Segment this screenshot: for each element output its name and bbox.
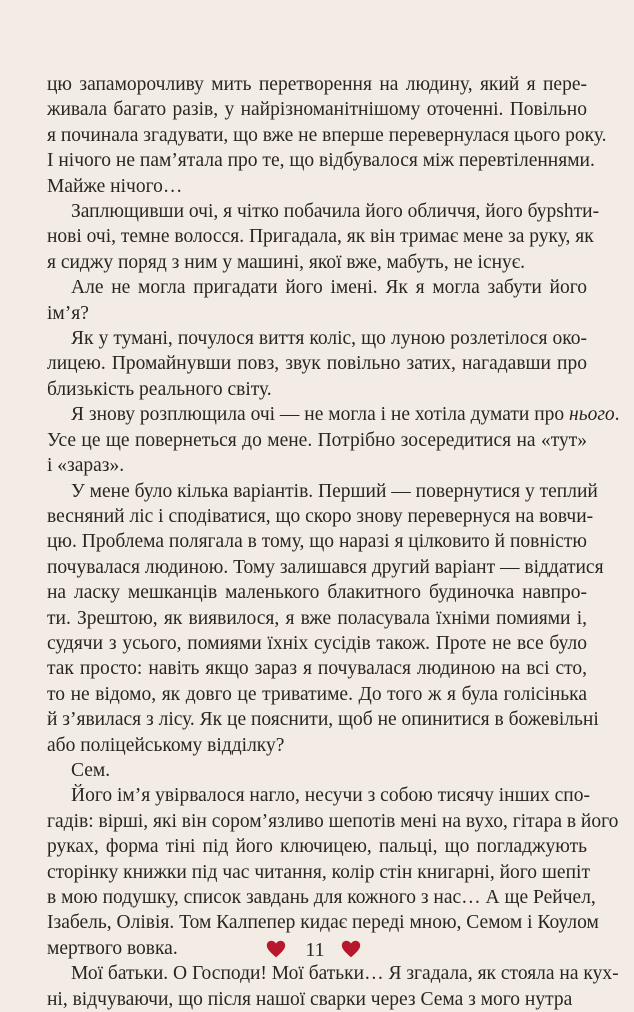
text-line: руках, форма тіні під його ключицею, пальці, що погладжують <box>47 836 587 858</box>
text-line: гадів: вірші, які він сором’язливо шепотів мені на вухо, гітара в його <box>47 810 619 832</box>
text-line: Але не могла пригадати його імені. Як я могла забути його <box>71 277 587 299</box>
text-line: лицею. Промайнувши повз, звук повільно затих, нагадавши про <box>47 353 587 375</box>
text-line: ім’я? <box>47 302 89 324</box>
text-line: сторінку книжки під час читання, колір стін книгарні, його шепіт <box>47 861 590 883</box>
text-line: мертвого вовка. <box>47 937 178 959</box>
text-line: Усе це ще повернеться до мене. Потрібно зосередитися на «тут» <box>47 429 587 451</box>
text-segment: . <box>614 404 620 426</box>
text-line: Заплющивши очі, я чітко побачила його обличчя, його бурshти- <box>71 201 600 223</box>
text-line: Його ім’я увірвалося нагло, несучи з собою тисячу інших спо- <box>71 785 590 807</box>
text-line: Майже нічого… <box>47 175 183 197</box>
text-line: так просто: навіть якщо зараз я почувалася людиною на всі сто, <box>47 658 587 680</box>
emphasized-word: нього <box>569 404 615 426</box>
text-line: почувалася людиною. Тому залишався другий варіант — віддатися <box>47 556 604 578</box>
text-line: Сем. <box>71 759 111 781</box>
text-line: Ізабель, Олівія. Том Калпепер кидає переді мною, Семом і Коулом <box>47 912 599 934</box>
text-line: У мене було кілька варіантів. Перший — повернутися у теплий <box>71 480 598 502</box>
text-line: ти. Зрештою, як виявилося, я вже поласувала їхніми помиями і, <box>47 607 587 629</box>
text-line: або поліцейському відділку? <box>47 734 285 756</box>
text-line: нові очі, темне волосся. Пригадала, як він тримає мене за руку, як <box>47 226 594 248</box>
text-line: судячи з усього, помиями їхніх сусідів також. Проте не все було <box>47 632 587 654</box>
text-line: живала багато разів, у найрізноманітнішому оточенні. Повільно <box>47 99 587 121</box>
text-line: й з’явилася з лісу. Як це пояснити, щоб не опинитися в божевільні <box>47 709 599 731</box>
text-line: І нічого не пам’ятала про те, що відбувалося між перевтіленнями. <box>47 150 595 172</box>
text-line: на ласку мешканців маленького блакитного будиночка навпро- <box>47 582 587 604</box>
text-line: в мою подушку, список завдань для кожного з нас… А ще Рейчел, <box>47 887 596 908</box>
heart-icon <box>265 938 287 960</box>
text-line: ні, відчуваючи, що після нашої сварки через Сема з мого нутра <box>47 988 573 1010</box>
body-text <box>47 72 620 1012</box>
text-line: і «зараз». <box>47 455 125 477</box>
text-line: я сиджу поряд з ним у машині, якої вже, мабуть, не існує. <box>47 251 526 273</box>
text-line: то не відомо, як довго це триватиме. До того ж я була голісінька <box>47 683 587 705</box>
text-line: весняний ліс і сподіватися, що скоро знову перевернуся на вовчи- <box>47 505 594 527</box>
page-number: 11 <box>305 939 325 961</box>
text-line: Як у тумані, почулося виття коліс, що луною розлетілося око- <box>71 328 587 350</box>
text-line: цю запаморочливу мить перетворення на людину, який я пере- <box>47 74 587 95</box>
text-line <box>47 402 620 427</box>
heart-icon <box>340 938 362 960</box>
text-segment: Я знову розплющила очі — не могла і не хотіла думати про <box>71 404 570 426</box>
page-footer <box>0 938 634 972</box>
text-line: цю. Проблема полягала в тому, що наразі я цілковито й повністю <box>47 531 587 553</box>
text-line: я починала згадувати, що вже не вперше перевернулася цього року. <box>47 124 607 146</box>
text-line: Мої батьки. О Господи! Мої батьки… Я згадала, як стояла на кух- <box>71 963 619 985</box>
text-line: близькість реального світу. <box>47 378 272 400</box>
